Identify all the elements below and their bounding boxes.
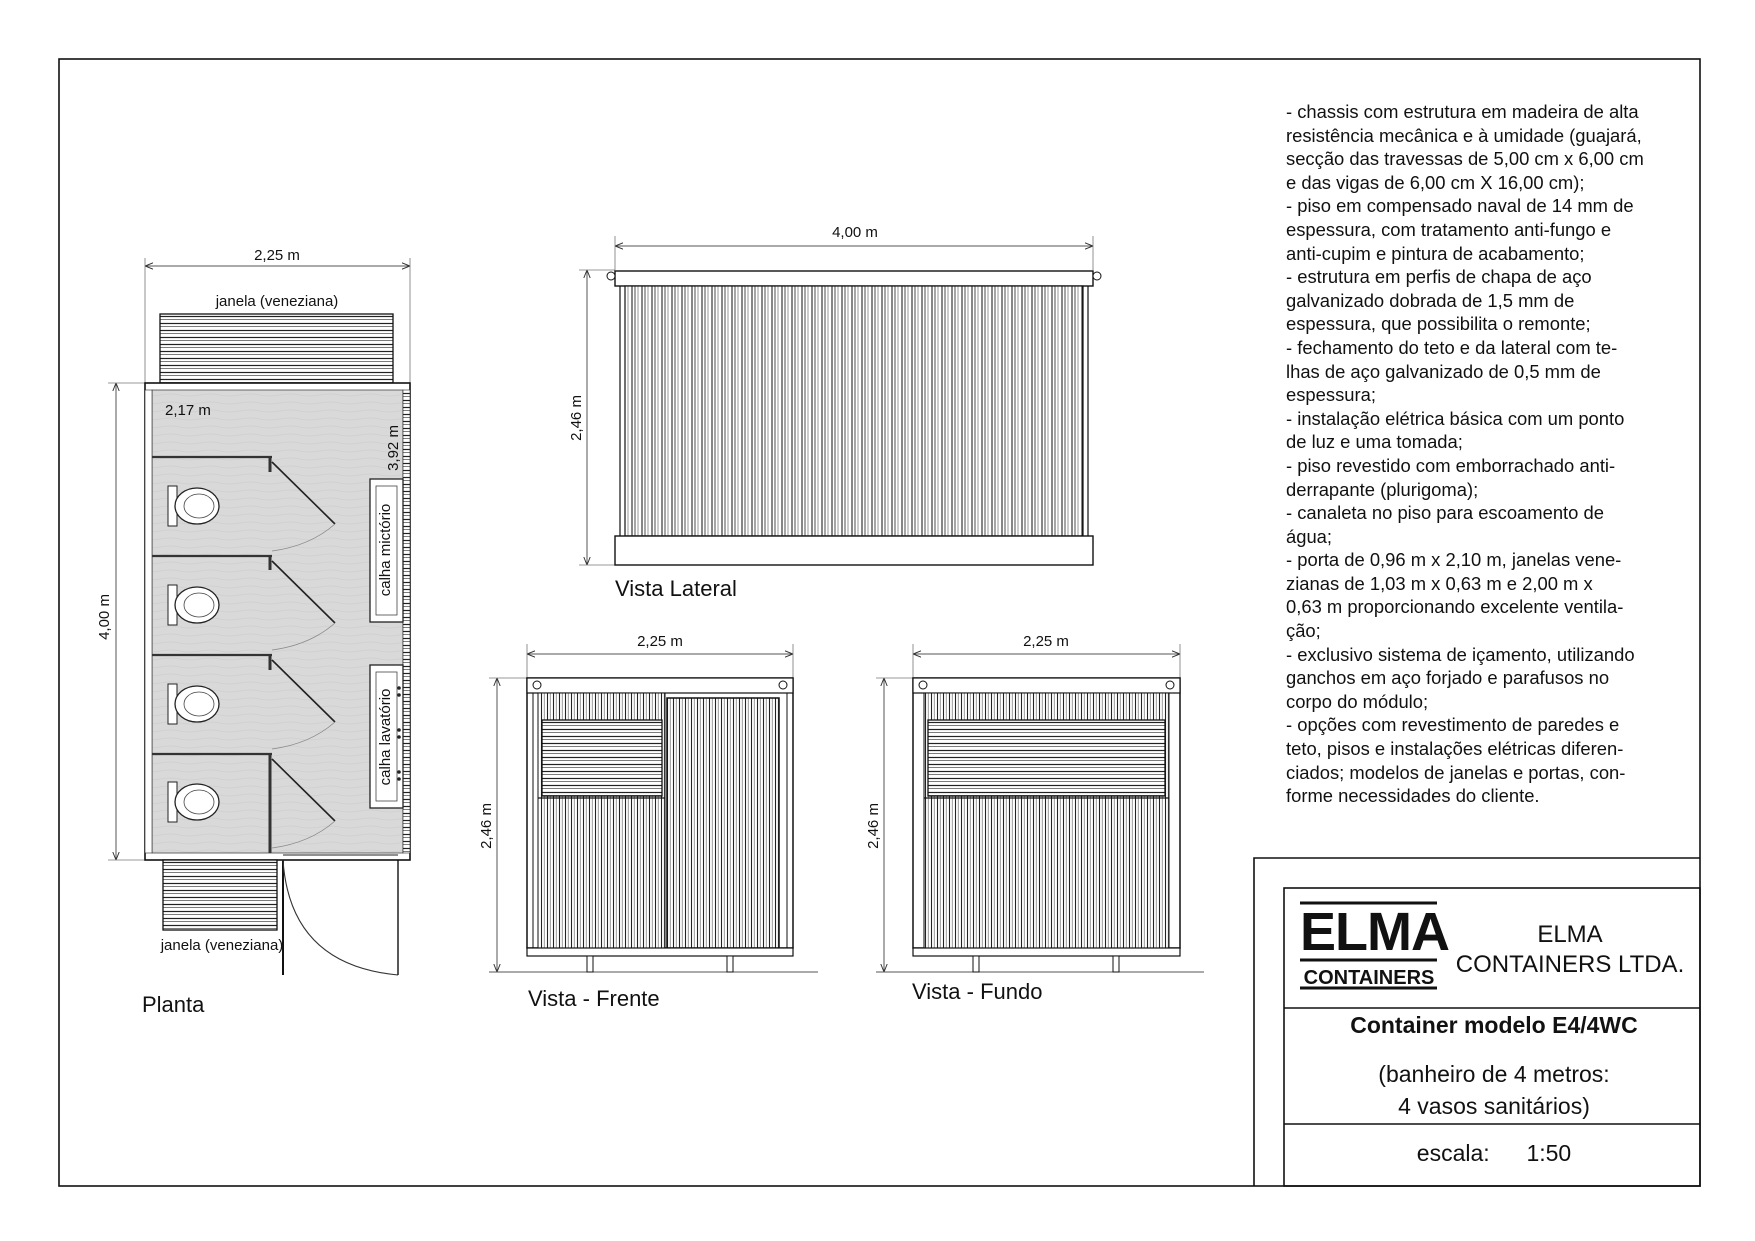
spec-line: corpo do módulo; <box>1286 690 1429 712</box>
model-description <box>1288 1058 1700 1122</box>
spec-line: de luz e uma tomada; <box>1286 431 1463 453</box>
scale-value: 1:50 <box>1526 1140 1572 1166</box>
spec-line: forme necessidades do cliente. <box>1286 785 1540 807</box>
toilet-3 <box>168 684 219 724</box>
spec-line: espessura; <box>1286 384 1376 406</box>
spec-line: - porta de 0,96 m x 2,10 m, janelas vene- <box>1286 549 1622 571</box>
spec-line: água; <box>1286 525 1333 547</box>
toilet-2 <box>168 585 219 625</box>
front-title: Vista - Frente <box>528 986 660 1011</box>
specifications-list <box>1286 100 1726 808</box>
spec-line: - fechamento do teto e da lateral com te- <box>1286 336 1618 358</box>
side-view <box>568 224 1101 601</box>
spec-line: - piso em compensado naval de 14 mm de <box>1286 195 1634 217</box>
side-width-label: 4,00 m <box>832 224 878 241</box>
plan-title: Planta <box>142 992 205 1017</box>
entrance-door <box>283 855 398 975</box>
plan-width-label: 2,25 m <box>254 247 300 264</box>
spec-line: e das vigas de 6,00 cm X 16,00 cm); <box>1286 171 1585 193</box>
back-window <box>928 720 1165 796</box>
back-width-label: 2,25 m <box>1023 633 1069 650</box>
plan-length-label: 4,00 m <box>96 594 113 640</box>
logo-main-text: ELMA <box>1300 902 1449 962</box>
back-title: Vista - Fundo <box>912 979 1043 1004</box>
floor-plan <box>96 247 410 1017</box>
spec-line: - canaleta no piso para escoamento de <box>1286 502 1604 524</box>
side-roof-rail <box>615 271 1093 286</box>
front-door <box>667 698 779 948</box>
spec-line: galvanizado dobrada de 1,5 mm de <box>1286 289 1575 311</box>
description-line-2: 4 vasos sanitários) <box>1398 1093 1590 1119</box>
spec-line: secção das travessas de 5,00 cm x 6,00 cm <box>1286 148 1644 170</box>
model-title: Container modelo E4/4WC <box>1350 1012 1638 1038</box>
scale <box>1288 1140 1700 1167</box>
spec-line: 0,63 m proporcionando excelente ventila- <box>1286 596 1624 618</box>
plan-window-top <box>160 314 393 384</box>
side-height-label: 2,46 m <box>568 395 585 441</box>
spec-line: resistência mecânica e à umidade (guajará, <box>1286 124 1642 146</box>
plan-window-bottom-label: janela (veneziana) <box>160 937 284 954</box>
toilet-4 <box>168 782 219 822</box>
spec-line: - opções com revestimento de paredes e <box>1286 714 1620 736</box>
spec-line: ganchos em aço forjado e parafusos no <box>1286 667 1610 689</box>
back-view <box>865 633 1204 1004</box>
spec-line: anti-cupim e pintura de acabamento; <box>1286 242 1585 264</box>
logo-sub-text: CONTAINERS <box>1303 967 1435 989</box>
sink-trough-label: calha lavatório <box>377 688 394 786</box>
spec-line: espessura, que possibilita o remonte; <box>1286 313 1591 335</box>
spec-line: derrapante (plurigoma); <box>1286 478 1479 500</box>
spec-line: ção; <box>1286 620 1321 642</box>
spec-line: ciados; modelos de janelas e portas, con- <box>1286 761 1626 783</box>
spec-line: teto, pisos e instalações elétricas diferen- <box>1286 738 1624 760</box>
spec-line: lhas de aço galvanizado de 0,5 mm de <box>1286 360 1601 382</box>
back-height-label: 2,46 m <box>865 803 882 849</box>
description-line-1: (banheiro de 4 metros: <box>1378 1061 1610 1087</box>
plan-window-bottom <box>163 860 277 930</box>
spec-line: zianas de 1,03 m x 0,63 m e 2,00 m x <box>1286 572 1593 594</box>
plan-inner-length-label: 3,92 m <box>385 425 402 471</box>
front-view <box>478 633 818 1011</box>
spec-line: - exclusivo sistema de içamento, utilizando <box>1286 643 1635 665</box>
front-height-label: 2,46 m <box>478 803 495 849</box>
company-name <box>1450 920 1690 980</box>
front-window <box>542 720 662 796</box>
spec-line: espessura, com tratamento anti-fungo e <box>1286 218 1612 240</box>
side-corrugated-wall <box>625 286 1083 536</box>
front-width-label: 2,25 m <box>637 633 683 650</box>
company-line-1: ELMA <box>1537 921 1603 948</box>
spec-line: - estrutura em perfis de chapa de aço <box>1286 266 1592 288</box>
spec-line: - piso revestido com emborrachado anti- <box>1286 454 1616 476</box>
spec-line: - instalação elétrica básica com um ponto <box>1286 407 1625 429</box>
elma-logo <box>1300 902 1449 989</box>
urinal-trough-label: calha mictório <box>377 503 394 597</box>
toilet-1 <box>168 486 219 526</box>
scale-label: escala: <box>1416 1140 1490 1166</box>
plan-inner-width-label: 2,17 m <box>165 402 211 419</box>
company-line-2: CONTAINERS LTDA. <box>1455 951 1685 978</box>
side-title: Vista Lateral <box>615 576 737 601</box>
plan-window-top-label: janela (veneziana) <box>215 293 339 310</box>
side-base-rail <box>615 536 1093 565</box>
spec-line: - chassis com estrutura em madeira de alta <box>1286 101 1639 122</box>
